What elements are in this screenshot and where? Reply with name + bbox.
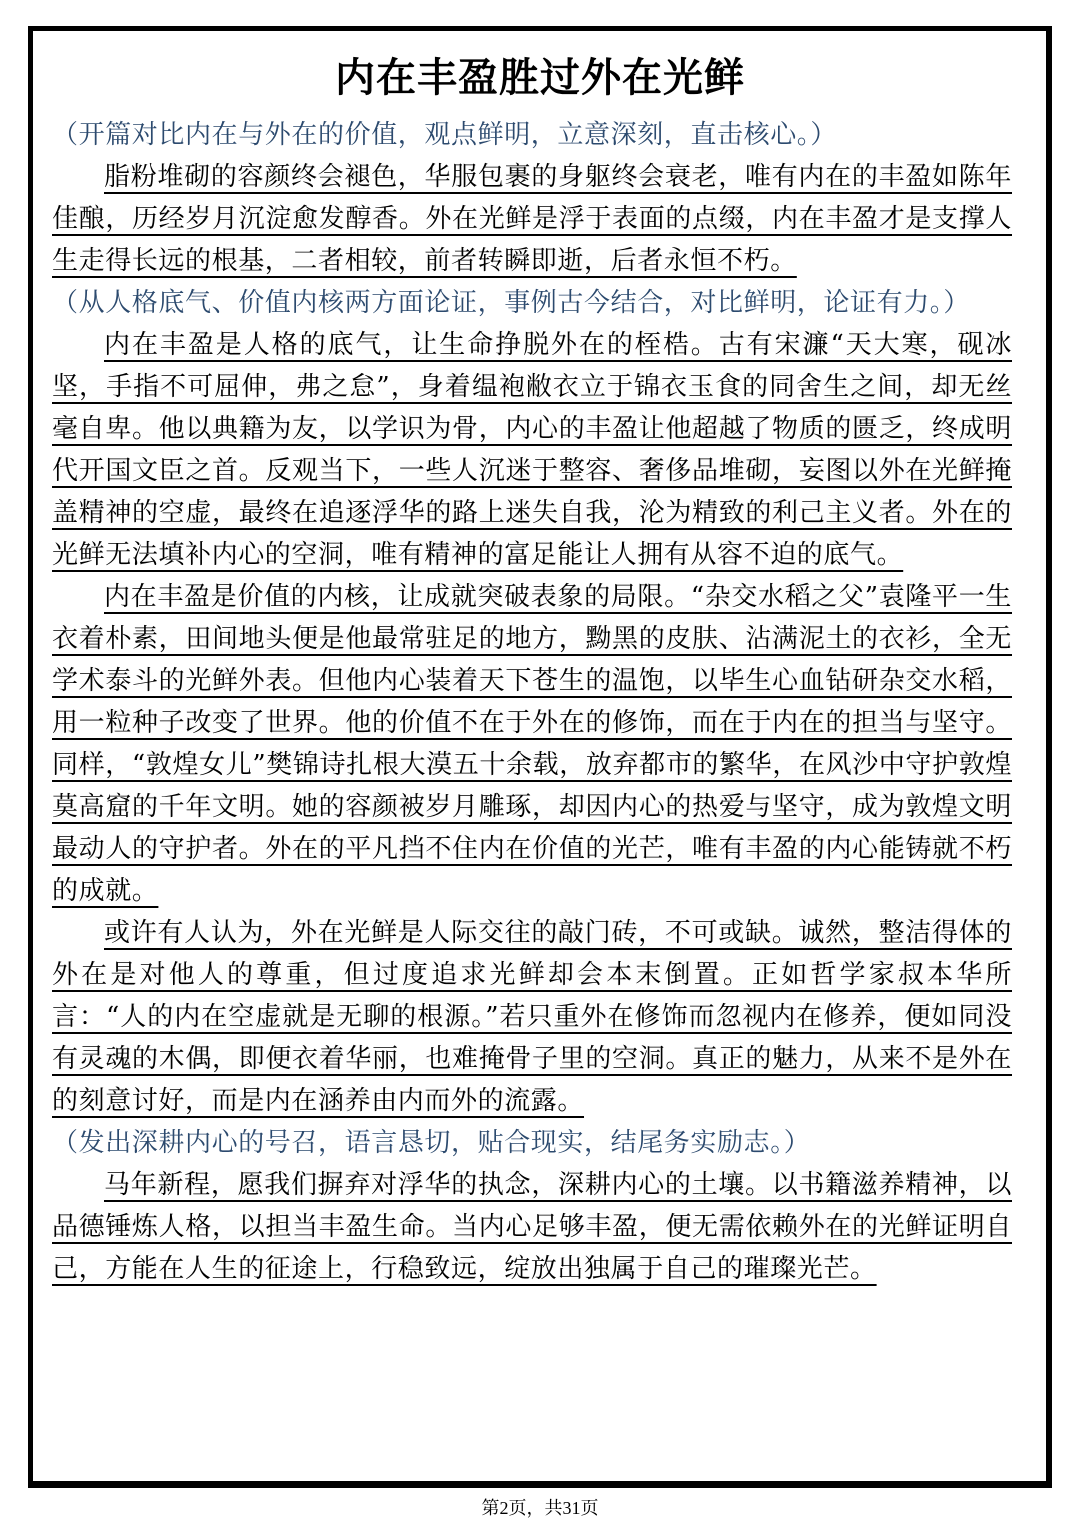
annotation-note: （开篇对比内在与外在的价值，观点鲜明，立意深刻，直击核心。） bbox=[52, 120, 838, 150]
body-paragraph: 马年新程，愿我们摒弃对浮华的执念，深耕内心的土壤。以书籍滋养精神，以品德锤炼人格，以担当丰盈生命。当内心足够丰盈，便无需依赖外在的光鲜证明自己，方能在人生的征途上，行稳致远，绽放出独属于自己的璀璨光芒。 bbox=[52, 1170, 1012, 1284]
annotation-note: （从人格底气、价值内核两方面论证，事例古今结合，对比鲜明，论证有力。） bbox=[52, 288, 971, 318]
page-number: 第2页，共31页 bbox=[481, 1498, 599, 1518]
body-paragraph: 脂粉堆砌的容颜终会褪色，华服包裹的身躯终会衰老，唯有内在的丰盈如陈年佳酿，历经岁月沉淀愈发醇香。外在光鲜是浮于表面的点缀，内在丰盈才是支撑人生走得长远的根基，二者相较，前者转瞬即逝，后者永恒不朽。 bbox=[52, 162, 1012, 276]
body-paragraph: 内在丰盈是价值的内核，让成就突破表象的局限。“杂交水稻之父”袁隆平一生衣着朴素，田间地头便是他最常驻足的地方，黝黑的皮肤、沾满泥土的衣衫，全无学术泰斗的光鲜外表。但他内心装着天下苍生的温饱，以毕生心血钻研杂交水稻，用一粒种子改变了世界。他的价值不在于外在的修饰，而在于内在的担当与坚守。同样，“敦煌女儿”樊锦诗扎根大漠五十余载，放弃都市的繁华，在风沙中守护敦煌莫高窟的千年文明。她的容颜被岁月雕琢，却因内心的热爱与坚守，成为敦煌文明最动人的守护者。外在的平凡挡不住内在价值的光芒，唯有丰盈的内心能铸就不朽的成就。 bbox=[52, 582, 1012, 906]
annotation-note: （发出深耕内心的号召，语言恳切，贴合现实，结尾务实励志。） bbox=[52, 1128, 811, 1158]
body-paragraph: 或许有人认为，外在光鲜是人际交往的敲门砖，不可或缺。诚然，整洁得体的外在是对他人的尊重，但过度追求光鲜却会本末倒置。正如哲学家叔本华所言：“人的内在空虚就是无聊的根源。”若只重外在修饰而忽视内在修养，便如同没有灵魂的木偶，即便衣着华丽，也难掩骨子里的空洞。真正的魅力，从来不是外在的刻意讨好，而是内在涵养由内而外的流露。 bbox=[52, 918, 1012, 1116]
essay-body bbox=[52, 114, 1012, 1290]
essay-title: 内在丰盈胜过外在光鲜 bbox=[335, 55, 745, 101]
body-paragraph: 内在丰盈是人格的底气，让生命挣脱外在的桎梏。古有宋濂“天大寒，砚冰坚，手指不可屈伸，弗之怠”，身着缊袍敝衣立于锦衣玉食的同舍生之间，却无丝毫自卑。他以典籍为友，以学识为骨，内心的丰盈让他超越了物质的匮乏，终成明代开国文臣之首。反观当下，一些人沉迷于整容、奢侈品堆砌，妄图以外在光鲜掩盖精神的空虚，最终在追逐浮华的路上迷失自我，沦为精致的利己主义者。外在的光鲜无法填补内心的空洞，唯有精神的富足能让人拥有从容不迫的底气。 bbox=[52, 330, 1012, 570]
